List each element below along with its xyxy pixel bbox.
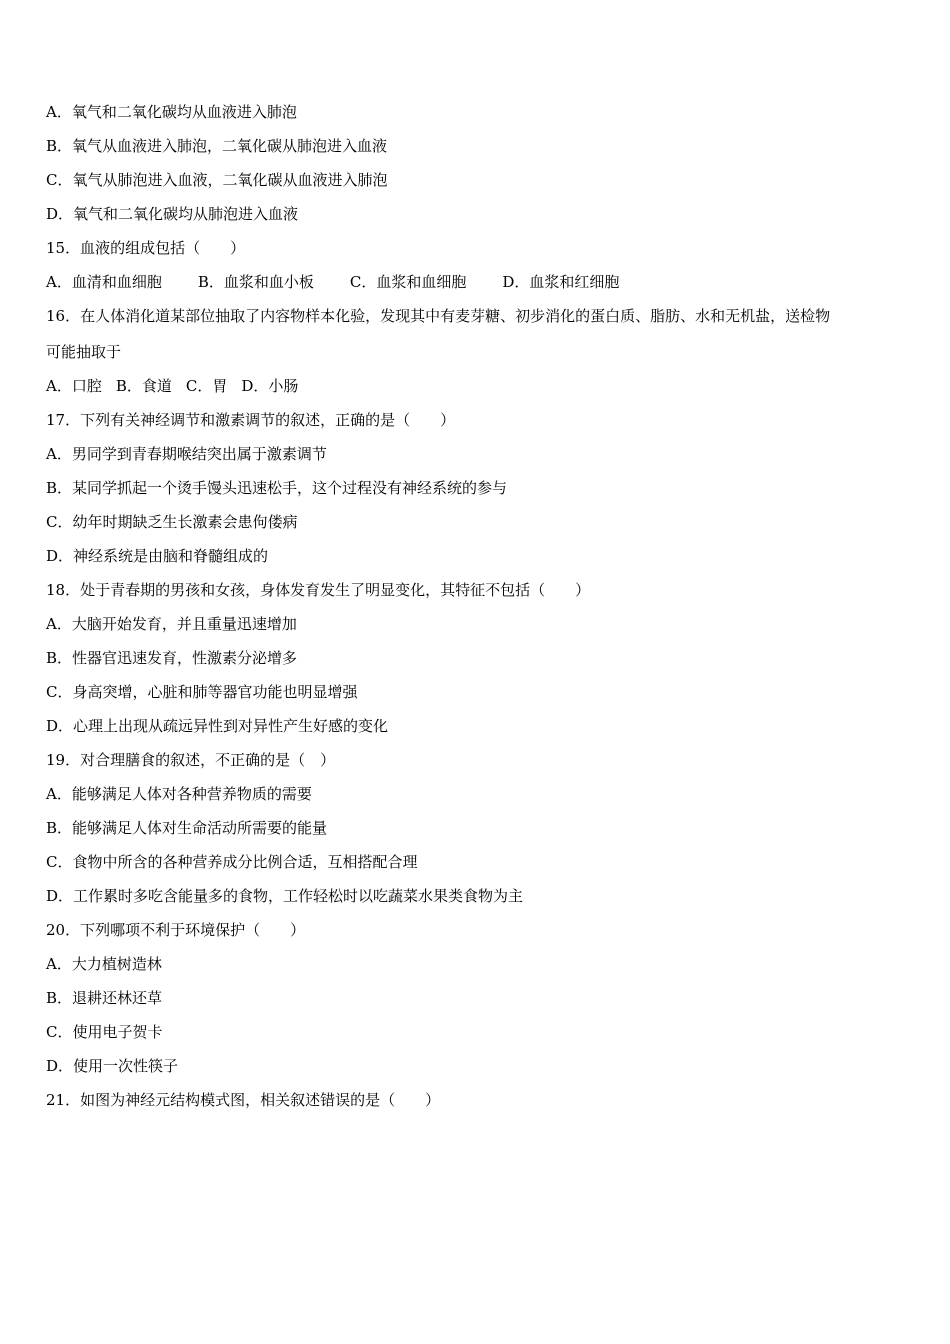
q16-option-d: D．小肠 [241, 377, 299, 395]
q19-option-a: A．能够满足人体对各种营养物质的需要 [46, 785, 312, 803]
q19-option-b: B．能够满足人体对生命活动所需要的能量 [46, 819, 328, 837]
q16-options [46, 376, 312, 396]
q17-option-c: C．幼年时期缺乏生长激素会患佝偻病 [46, 513, 298, 531]
q17-option-d: D．神经系统是由脑和脊髓组成的 [46, 547, 269, 565]
q16-option-c: C．胃 [185, 377, 228, 395]
q17-option-a: A．男同学到青春期喉结突出属于激素调节 [46, 445, 327, 463]
q19-option-c: C．食物中所含的各种营养成分比例合适，互相搭配合理 [46, 853, 418, 871]
q15-option-a: A．血清和血细胞 [46, 273, 162, 291]
q14-option-d: D．氧气和二氧化碳均从肺泡进入血液 [46, 205, 299, 223]
q15-options [46, 272, 655, 292]
q18-option-d: D．心理上出现从疏远异性到对异性产生好感的变化 [46, 717, 389, 735]
q16-stem-line1: 16．在人体消化道某部位抽取了内容物样本化验，发现其中有麦芽糖、初步消化的蛋白质、脂肪、水和无机盐，送检物 [46, 307, 831, 325]
q14-option-c: C．氧气从肺泡进入血液，二氧化碳从血液进入肺泡 [46, 171, 388, 189]
q20-option-d: D．使用一次性筷子 [46, 1057, 179, 1075]
q15-stem: 15．血液的组成包括（ ） [46, 239, 246, 257]
q16-option-b: B．食道 [115, 377, 172, 395]
q15-option-d: D．血浆和红细胞 [502, 273, 620, 291]
q20-option-a: A．大力植树造林 [46, 955, 162, 973]
q15-option-b: B．血浆和血小板 [197, 273, 314, 291]
q16-stem-line2: 可能抽取于 [46, 343, 122, 361]
q15-option-c: C．血浆和血细胞 [349, 273, 467, 291]
q18-option-a: A．大脑开始发育，并且重量迅速增加 [46, 615, 297, 633]
q20-stem: 20．下列哪项不利于环境保护（ ） [46, 921, 306, 939]
q18-option-c: C．身高突增，心脏和肺等器官功能也明显增强 [46, 683, 358, 701]
q16-option-a: A．口腔 [46, 377, 102, 395]
q14-option-a: A．氧气和二氧化碳均从血液进入肺泡 [46, 103, 297, 121]
q17-option-b: B．某同学抓起一个烫手馒头迅速松手，这个过程没有神经系统的参与 [46, 479, 508, 497]
q19-stem: 19．对合理膳食的叙述，不正确的是（ ） [46, 751, 336, 769]
q19-option-d: D．工作累时多吃含能量多的食物，工作轻松时以吃蔬菜水果类食物为主 [46, 887, 524, 905]
q14-option-b: B．氧气从血液进入肺泡，二氧化碳从肺泡进入血液 [46, 137, 388, 155]
q20-option-c: C．使用电子贺卡 [46, 1023, 163, 1041]
q20-option-b: B．退耕还林还草 [46, 989, 163, 1007]
q18-option-b: B．性器官迅速发育，性激素分泌增多 [46, 649, 298, 667]
q18-stem: 18．处于青春期的男孩和女孩，身体发育发生了明显变化，其特征不包括（ ） [46, 581, 591, 599]
q17-stem: 17．下列有关神经调节和激素调节的叙述，正确的是（ ） [46, 411, 456, 429]
q21-stem: 21．如图为神经元结构模式图，相关叙述错误的是（ ） [46, 1091, 441, 1109]
